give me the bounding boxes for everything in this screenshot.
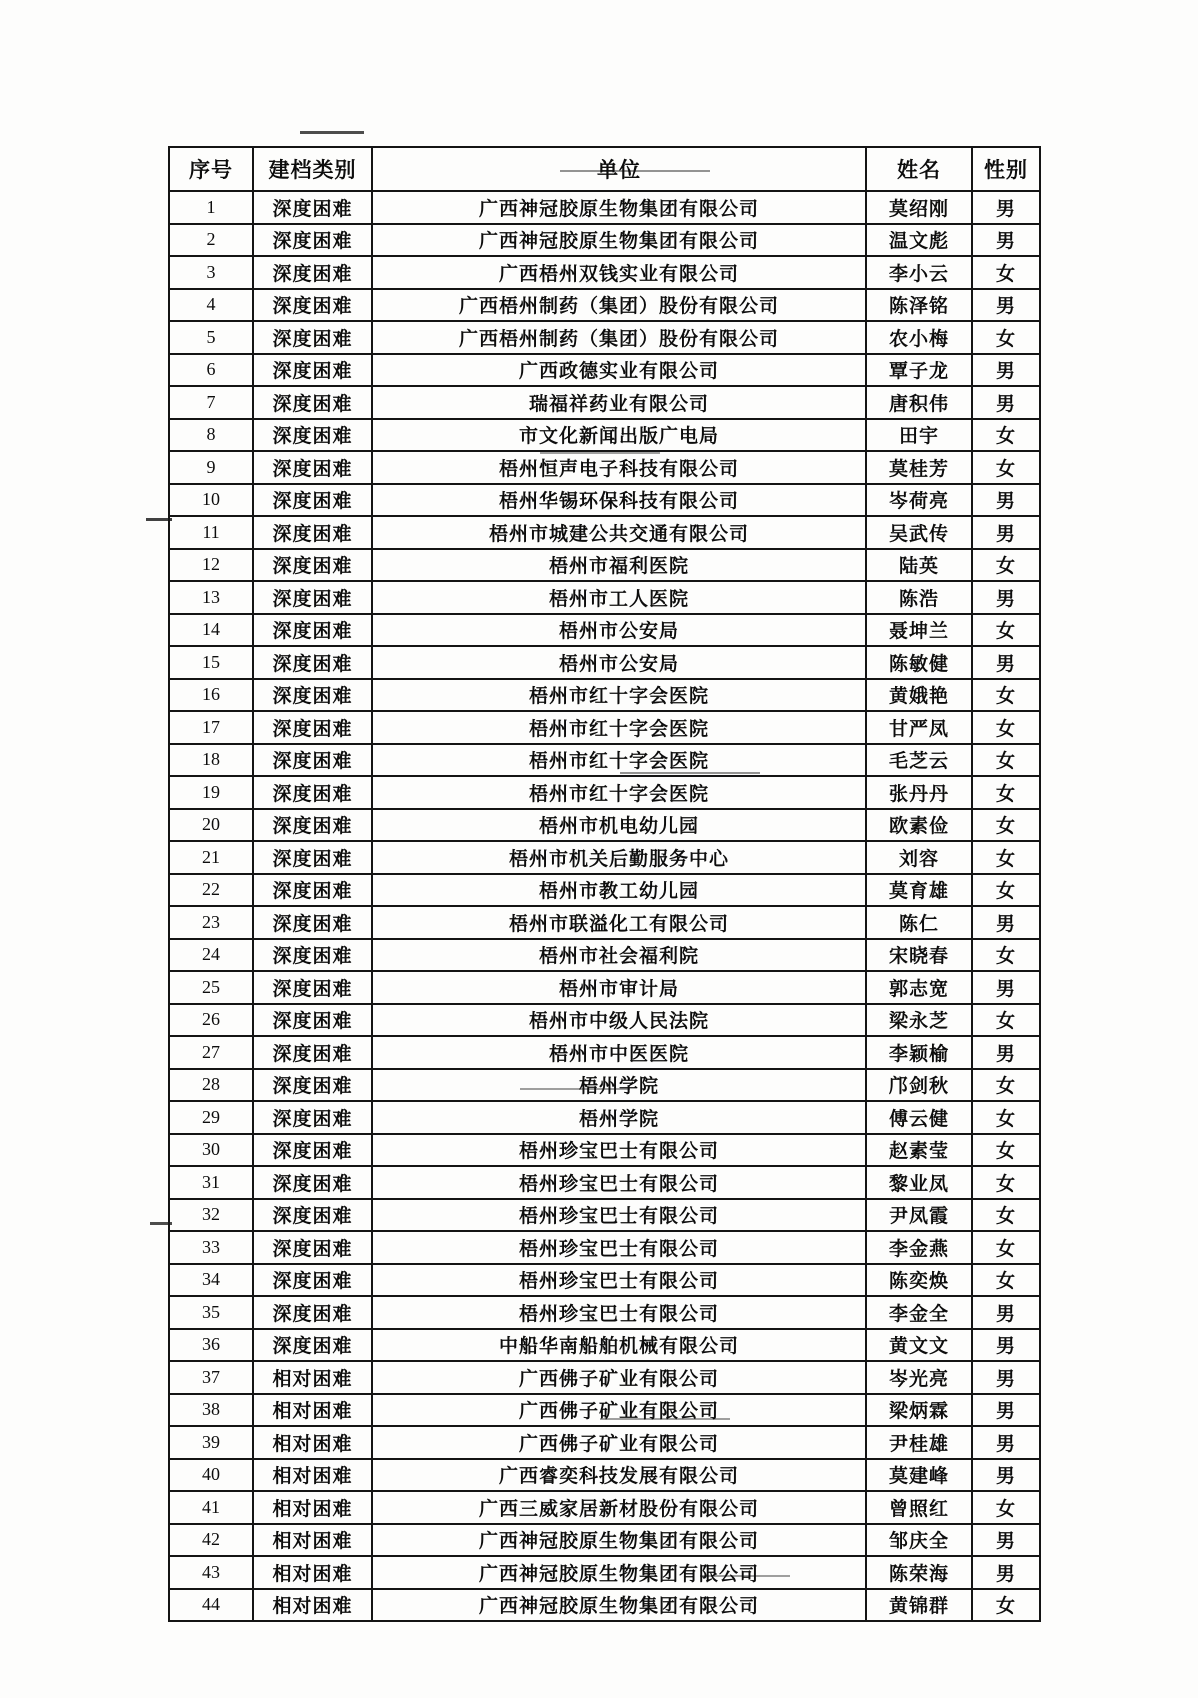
- cell-category: 深度困难: [253, 1231, 372, 1264]
- cell-name: 曾照红: [866, 1491, 972, 1524]
- cell-name: 黄文文: [866, 1329, 972, 1362]
- cell-gender: 女: [972, 1491, 1040, 1524]
- table-row: [169, 1296, 1040, 1329]
- cell-unit: 广西神冠胶原生物集团有限公司: [372, 1589, 866, 1622]
- cell-name: 郭志宽: [866, 971, 972, 1004]
- cell-category: 深度困难: [253, 939, 372, 972]
- cell-no: 13: [169, 581, 253, 614]
- cell-unit: 梧州市中级人民法院: [372, 1004, 866, 1037]
- cell-category: 深度困难: [253, 321, 372, 354]
- table-row: [169, 1394, 1040, 1427]
- cell-gender: 女: [972, 874, 1040, 907]
- cell-name: 吴武传: [866, 516, 972, 549]
- cell-category: 深度困难: [253, 874, 372, 907]
- cell-gender: 男: [972, 386, 1040, 419]
- cell-no: 40: [169, 1459, 253, 1492]
- table-row: [169, 1329, 1040, 1362]
- cell-name: 欧素俭: [866, 809, 972, 842]
- cell-gender: 女: [972, 419, 1040, 452]
- cell-gender: 女: [972, 1004, 1040, 1037]
- table-header: [169, 147, 1040, 191]
- cell-gender: 男: [972, 581, 1040, 614]
- cell-unit: 梧州市红十字会医院: [372, 711, 866, 744]
- cell-unit: 梧州市社会福利院: [372, 939, 866, 972]
- cell-no: 19: [169, 776, 253, 809]
- cell-name: 莫育雄: [866, 874, 972, 907]
- cell-gender: 女: [972, 1134, 1040, 1167]
- cell-name: 邝剑秋: [866, 1069, 972, 1102]
- cell-name: 黎业凤: [866, 1166, 972, 1199]
- table-row: [169, 679, 1040, 712]
- cell-no: 15: [169, 646, 253, 679]
- cell-category: 相对困难: [253, 1491, 372, 1524]
- cell-gender: 男: [972, 191, 1040, 224]
- cell-unit: 梧州市公安局: [372, 646, 866, 679]
- cell-no: 34: [169, 1264, 253, 1297]
- cell-category: 深度困难: [253, 484, 372, 517]
- cell-unit: 梧州珍宝巴士有限公司: [372, 1199, 866, 1232]
- cell-name: 黄锦群: [866, 1589, 972, 1622]
- cell-no: 31: [169, 1166, 253, 1199]
- cell-no: 20: [169, 809, 253, 842]
- cell-unit: 梧州学院: [372, 1069, 866, 1102]
- cell-gender: 女: [972, 1199, 1040, 1232]
- cell-category: 深度困难: [253, 1264, 372, 1297]
- cell-category: 相对困难: [253, 1524, 372, 1557]
- cell-no: 3: [169, 256, 253, 289]
- cell-gender: 男: [972, 224, 1040, 257]
- cell-no: 37: [169, 1361, 253, 1394]
- cell-category: 相对困难: [253, 1459, 372, 1492]
- cell-no: 25: [169, 971, 253, 1004]
- cell-gender: 男: [972, 646, 1040, 679]
- cell-category: 相对困难: [253, 1361, 372, 1394]
- cell-gender: 女: [972, 1589, 1040, 1622]
- cell-name: 莫建峰: [866, 1459, 972, 1492]
- cell-unit: 梧州市审计局: [372, 971, 866, 1004]
- cell-category: 深度困难: [253, 614, 372, 647]
- cell-category: 深度困难: [253, 776, 372, 809]
- cell-no: 35: [169, 1296, 253, 1329]
- cell-unit: 市文化新闻出版广电局: [372, 419, 866, 452]
- cell-gender: 女: [972, 1231, 1040, 1264]
- cell-gender: 男: [972, 1459, 1040, 1492]
- header-row: [169, 147, 1040, 191]
- header-no: 序号: [169, 147, 253, 191]
- cell-category: 相对困难: [253, 1426, 372, 1459]
- cell-unit: 梧州珍宝巴士有限公司: [372, 1134, 866, 1167]
- cell-no: 6: [169, 354, 253, 387]
- cell-unit: 广西梧州制药（集团）股份有限公司: [372, 321, 866, 354]
- cell-gender: 女: [972, 809, 1040, 842]
- cell-name: 李颖榆: [866, 1036, 972, 1069]
- cell-category: 深度困难: [253, 906, 372, 939]
- cell-name: 温文彪: [866, 224, 972, 257]
- cell-gender: 男: [972, 971, 1040, 1004]
- cell-category: 深度困难: [253, 516, 372, 549]
- cell-gender: 男: [972, 1329, 1040, 1362]
- table-row: [169, 419, 1040, 452]
- cell-unit: 梧州市红十字会医院: [372, 744, 866, 777]
- table-row: [169, 1134, 1040, 1167]
- table-row: [169, 1524, 1040, 1557]
- cell-category: 深度困难: [253, 549, 372, 582]
- cell-unit: 广西佛子矿业有限公司: [372, 1394, 866, 1427]
- table-row: [169, 1069, 1040, 1102]
- cell-no: 39: [169, 1426, 253, 1459]
- table-row: [169, 1036, 1040, 1069]
- cell-name: 李金燕: [866, 1231, 972, 1264]
- cell-no: 30: [169, 1134, 253, 1167]
- table-row: [169, 776, 1040, 809]
- cell-category: 深度困难: [253, 744, 372, 777]
- cell-gender: 男: [972, 484, 1040, 517]
- cell-name: 甘严凤: [866, 711, 972, 744]
- cell-name: 尹凤霞: [866, 1199, 972, 1232]
- cell-name: 李小云: [866, 256, 972, 289]
- cell-gender: 女: [972, 1101, 1040, 1134]
- cell-gender: 女: [972, 256, 1040, 289]
- cell-name: 陈奕焕: [866, 1264, 972, 1297]
- cell-category: 深度困难: [253, 419, 372, 452]
- cell-unit: 梧州珍宝巴士有限公司: [372, 1296, 866, 1329]
- cell-no: 5: [169, 321, 253, 354]
- cell-no: 7: [169, 386, 253, 419]
- table-row: [169, 809, 1040, 842]
- cell-name: 陈泽铭: [866, 289, 972, 322]
- cell-gender: 男: [972, 1394, 1040, 1427]
- cell-unit: 广西三威家居新材股份有限公司: [372, 1491, 866, 1524]
- table-row: [169, 224, 1040, 257]
- cell-unit: 梧州市教工幼儿园: [372, 874, 866, 907]
- cell-unit: 梧州华锡环保科技有限公司: [372, 484, 866, 517]
- table-row: [169, 451, 1040, 484]
- cell-unit: 梧州珍宝巴士有限公司: [372, 1231, 866, 1264]
- cell-no: 11: [169, 516, 253, 549]
- table-row: [169, 874, 1040, 907]
- cell-gender: 女: [972, 451, 1040, 484]
- table-row: [169, 1166, 1040, 1199]
- cell-gender: 女: [972, 744, 1040, 777]
- cell-unit: 梧州市福利医院: [372, 549, 866, 582]
- cell-category: 深度困难: [253, 224, 372, 257]
- cell-gender: 女: [972, 711, 1040, 744]
- cell-category: 深度困难: [253, 1296, 372, 1329]
- cell-unit: 广西睿奕科技发展有限公司: [372, 1459, 866, 1492]
- cell-no: 27: [169, 1036, 253, 1069]
- cell-no: 29: [169, 1101, 253, 1134]
- table-row: [169, 1361, 1040, 1394]
- header-unit: 单位: [372, 147, 866, 191]
- cell-name: 莫绍刚: [866, 191, 972, 224]
- table-row: [169, 1426, 1040, 1459]
- cell-no: 8: [169, 419, 253, 452]
- cell-gender: 男: [972, 289, 1040, 322]
- cell-name: 岑光亮: [866, 1361, 972, 1394]
- table-row: [169, 1491, 1040, 1524]
- cell-name: 唐积伟: [866, 386, 972, 419]
- cell-no: 9: [169, 451, 253, 484]
- cell-name: 宋晓春: [866, 939, 972, 972]
- cell-name: 刘容: [866, 841, 972, 874]
- cell-gender: 女: [972, 614, 1040, 647]
- cell-unit: 梧州珍宝巴士有限公司: [372, 1264, 866, 1297]
- cell-category: 相对困难: [253, 1394, 372, 1427]
- cell-no: 14: [169, 614, 253, 647]
- cell-unit: 广西神冠胶原生物集团有限公司: [372, 224, 866, 257]
- cell-unit: 广西神冠胶原生物集团有限公司: [372, 1524, 866, 1557]
- cell-category: 深度困难: [253, 191, 372, 224]
- table-row: [169, 1589, 1040, 1622]
- cell-category: 深度困难: [253, 971, 372, 1004]
- cell-gender: 男: [972, 354, 1040, 387]
- cell-category: 深度困难: [253, 1036, 372, 1069]
- cell-category: 深度困难: [253, 1329, 372, 1362]
- cell-category: 深度困难: [253, 1134, 372, 1167]
- cell-gender: 女: [972, 1264, 1040, 1297]
- cell-no: 28: [169, 1069, 253, 1102]
- cell-no: 12: [169, 549, 253, 582]
- cell-category: 深度困难: [253, 711, 372, 744]
- table-row: [169, 841, 1040, 874]
- table-row: [169, 906, 1040, 939]
- cell-name: 梁永芝: [866, 1004, 972, 1037]
- table-row: [169, 191, 1040, 224]
- cell-name: 傅云健: [866, 1101, 972, 1134]
- cell-unit: 广西政德实业有限公司: [372, 354, 866, 387]
- cell-unit: 梧州市城建公共交通有限公司: [372, 516, 866, 549]
- cell-gender: 男: [972, 1296, 1040, 1329]
- roster-table: [168, 146, 1041, 1622]
- cell-no: 42: [169, 1524, 253, 1557]
- cell-no: 41: [169, 1491, 253, 1524]
- cell-no: 4: [169, 289, 253, 322]
- cell-no: 21: [169, 841, 253, 874]
- table-row: [169, 289, 1040, 322]
- table-row: [169, 549, 1040, 582]
- table-row: [169, 1199, 1040, 1232]
- cell-name: 岑荷亮: [866, 484, 972, 517]
- table-row: [169, 646, 1040, 679]
- cell-category: 深度困难: [253, 354, 372, 387]
- cell-unit: 梧州珍宝巴士有限公司: [372, 1166, 866, 1199]
- cell-no: 43: [169, 1556, 253, 1589]
- cell-no: 17: [169, 711, 253, 744]
- cell-name: 莫桂芳: [866, 451, 972, 484]
- cell-gender: 男: [972, 1426, 1040, 1459]
- cell-gender: 男: [972, 1524, 1040, 1557]
- cell-category: 深度困难: [253, 1101, 372, 1134]
- table-row: [169, 939, 1040, 972]
- cell-name: 赵素莹: [866, 1134, 972, 1167]
- table-body: [169, 191, 1040, 1621]
- cell-unit: 广西梧州制药（集团）股份有限公司: [372, 289, 866, 322]
- table-row: [169, 386, 1040, 419]
- cell-name: 陈敏健: [866, 646, 972, 679]
- cell-gender: 女: [972, 939, 1040, 972]
- table-row: [169, 581, 1040, 614]
- cell-name: 李金全: [866, 1296, 972, 1329]
- table-row: [169, 1101, 1040, 1134]
- header-gender: 性别: [972, 147, 1040, 191]
- cell-category: 深度困难: [253, 841, 372, 874]
- cell-gender: 男: [972, 1556, 1040, 1589]
- cell-gender: 男: [972, 516, 1040, 549]
- cell-no: 2: [169, 224, 253, 257]
- cell-no: 38: [169, 1394, 253, 1427]
- cell-gender: 女: [972, 841, 1040, 874]
- cell-name: 邹庆全: [866, 1524, 972, 1557]
- table-row: [169, 256, 1040, 289]
- cell-no: 36: [169, 1329, 253, 1362]
- cell-gender: 女: [972, 321, 1040, 354]
- cell-gender: 女: [972, 549, 1040, 582]
- cell-name: 梁炳霖: [866, 1394, 972, 1427]
- table-row: [169, 1264, 1040, 1297]
- table-row: [169, 711, 1040, 744]
- cell-name: 覃子龙: [866, 354, 972, 387]
- header-name: 姓名: [866, 147, 972, 191]
- cell-name: 农小梅: [866, 321, 972, 354]
- scan-artifact: [300, 131, 364, 134]
- cell-gender: 女: [972, 1069, 1040, 1102]
- table-row: [169, 614, 1040, 647]
- table-row: [169, 1004, 1040, 1037]
- cell-gender: 男: [972, 906, 1040, 939]
- cell-category: 深度困难: [253, 581, 372, 614]
- cell-name: 聂坤兰: [866, 614, 972, 647]
- cell-no: 18: [169, 744, 253, 777]
- cell-unit: 广西神冠胶原生物集团有限公司: [372, 191, 866, 224]
- cell-no: 33: [169, 1231, 253, 1264]
- cell-name: 张丹丹: [866, 776, 972, 809]
- cell-category: 深度困难: [253, 1199, 372, 1232]
- cell-unit: 广西神冠胶原生物集团有限公司: [372, 1556, 866, 1589]
- cell-name: 黄娥艳: [866, 679, 972, 712]
- cell-no: 10: [169, 484, 253, 517]
- cell-gender: 女: [972, 1166, 1040, 1199]
- cell-name: 陈浩: [866, 581, 972, 614]
- cell-unit: 梧州市中医医院: [372, 1036, 866, 1069]
- cell-category: 深度困难: [253, 256, 372, 289]
- cell-category: 相对困难: [253, 1589, 372, 1622]
- cell-unit: 广西梧州双钱实业有限公司: [372, 256, 866, 289]
- cell-name: 田宇: [866, 419, 972, 452]
- cell-gender: 女: [972, 679, 1040, 712]
- table-row: [169, 516, 1040, 549]
- cell-unit: 梧州市机电幼儿园: [372, 809, 866, 842]
- cell-no: 24: [169, 939, 253, 972]
- cell-name: 陈荣海: [866, 1556, 972, 1589]
- cell-gender: 男: [972, 1361, 1040, 1394]
- cell-no: 22: [169, 874, 253, 907]
- table-row: [169, 744, 1040, 777]
- table-row: [169, 1231, 1040, 1264]
- cell-category: 深度困难: [253, 1004, 372, 1037]
- cell-unit: 梧州市工人医院: [372, 581, 866, 614]
- cell-unit: 瑞福祥药业有限公司: [372, 386, 866, 419]
- header-category: 建档类别: [253, 147, 372, 191]
- cell-name: 陈仁: [866, 906, 972, 939]
- cell-no: 26: [169, 1004, 253, 1037]
- table-row: [169, 354, 1040, 387]
- cell-category: 深度困难: [253, 679, 372, 712]
- cell-unit: 梧州市机关后勤服务中心: [372, 841, 866, 874]
- cell-no: 44: [169, 1589, 253, 1622]
- cell-category: 深度困难: [253, 646, 372, 679]
- table-row: [169, 484, 1040, 517]
- cell-unit: 广西佛子矿业有限公司: [372, 1361, 866, 1394]
- cell-unit: 梧州市联溢化工有限公司: [372, 906, 866, 939]
- cell-unit: 梧州市红十字会医院: [372, 776, 866, 809]
- cell-category: 相对困难: [253, 1556, 372, 1589]
- cell-no: 32: [169, 1199, 253, 1232]
- cell-unit: 中船华南船舶机械有限公司: [372, 1329, 866, 1362]
- cell-no: 16: [169, 679, 253, 712]
- cell-unit: 广西佛子矿业有限公司: [372, 1426, 866, 1459]
- cell-unit: 梧州市公安局: [372, 614, 866, 647]
- cell-no: 23: [169, 906, 253, 939]
- cell-category: 深度困难: [253, 289, 372, 322]
- cell-category: 深度困难: [253, 1069, 372, 1102]
- cell-gender: 女: [972, 776, 1040, 809]
- table-row: [169, 321, 1040, 354]
- cell-no: 1: [169, 191, 253, 224]
- cell-category: 深度困难: [253, 809, 372, 842]
- table-row: [169, 1556, 1040, 1589]
- cell-name: 尹桂雄: [866, 1426, 972, 1459]
- cell-unit: 梧州恒声电子科技有限公司: [372, 451, 866, 484]
- cell-name: 毛芝云: [866, 744, 972, 777]
- table-row: [169, 971, 1040, 1004]
- cell-unit: 梧州学院: [372, 1101, 866, 1134]
- cell-category: 深度困难: [253, 451, 372, 484]
- cell-unit: 梧州市红十字会医院: [372, 679, 866, 712]
- cell-name: 陆英: [866, 549, 972, 582]
- cell-category: 深度困难: [253, 386, 372, 419]
- cell-category: 深度困难: [253, 1166, 372, 1199]
- table-row: [169, 1459, 1040, 1492]
- cell-gender: 男: [972, 1036, 1040, 1069]
